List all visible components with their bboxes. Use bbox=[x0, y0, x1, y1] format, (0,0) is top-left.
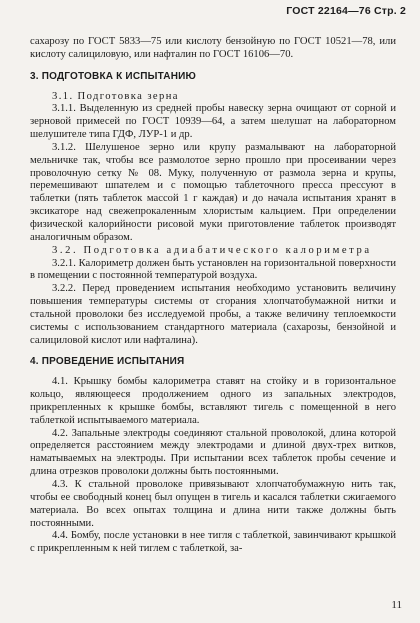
paragraph-3-2-2: 3.2.2. Перед проведением испытания необходимо установить величину повышения температуры системы от сгорания хлопчатобумажной нитки и стальной проволоки без исследуемой пробы, а также величину теплоемкости системы с использованием стандартного материала (сахарозы, бензойной и салициловой кислот или нафталина). bbox=[30, 283, 396, 346]
page-header: ГОСТ 22164—76 Стр. 2 bbox=[286, 5, 406, 17]
document-body bbox=[30, 36, 396, 556]
paragraph-4-4: 4.4. Бомбу, после установки в нее тигля с таблеткой, завинчивают крышкой с прикрепленным к ней тиглем с таблеткой, за- bbox=[30, 530, 396, 555]
section-heading-3: 3. ПОДГОТОВКА К ИСПЫТАНИЮ bbox=[30, 70, 197, 82]
section-heading-4: 4. ПРОВЕДЕНИЕ ИСПЫТАНИЯ bbox=[30, 356, 185, 368]
paragraph-3-1-1: 3.1.1. Выделенную из средней пробы навеску зерна очищают от сорной и зерновой примесей по ГОСТ 10939—64, а затем шелушат на лабораторном шелушителе типа ГДФ, ЛУР-1 и др. bbox=[30, 103, 396, 141]
paragraph-4-2: 4.2. Запальные электроды соединяют стальной проволокой, длина которой определяется расстоянием между электродами и длиной двух-трех витков, наматываемых на электроды. При испытании всех таблеток пробы сечение и длина отрезков проволоки должны быть постоянными. bbox=[30, 427, 396, 478]
paragraph-continuation: сахарозу по ГОСТ 5833—75 или кислоту бензойную по ГОСТ 10521—78, или кислоту салициловую, или нафталин по ГОСТ 16106—70. bbox=[30, 36, 396, 60]
paragraph-3-1-2: 3.1.2. Шелушеное зерно или крупу размалывают на лабораторной мельничке так, чтобы все размолотое зерно прошло при просеивании через проволочную сетку № 08. Муку, полученную от размола зерна и крупы, перемешивают шпателем и с помощью таблеточного пресса прессуют в таблетки (пять таблеток массой 1 г каждая) и до начала испытания хранят в эксикаторе над свежепрокаленным хлористым кальцием. При определении физической калорийности рисовой муки приготовление таблеток производят аналогичным образом. bbox=[30, 141, 396, 243]
subsection-heading-3-2: 3.2. Подготовка адиабатического калориметра bbox=[52, 244, 372, 256]
subsection-heading-3-1: 3.1. Подготовка зерна bbox=[52, 90, 179, 102]
paragraph-3-2-1: 3.2.1. Калориметр должен быть установлен на горизонтальной поверхности в помещении с постоянной температурой воздуха. bbox=[30, 257, 396, 282]
page-number: 11 bbox=[391, 599, 402, 611]
paragraph-4-1: 4.1. Крышку бомбы калориметра ставят на стойку и в горизонтальное кольцо, являющееся продолжением одного из запальных электродов, прикрепленных к крышке бомбы, вставляют тигель с помещенной в него таблеткой испытываемого материала. bbox=[30, 376, 396, 426]
paragraph-4-3: 4.3. К стальной проволоке привязывают хлопчатобумажную нить так, чтобы ее свободный конец был опущен в тигель и касался таблетки сжигаемого материала. Во всех опытах толщина и длина нити также должны быть постоянными. bbox=[30, 479, 396, 529]
